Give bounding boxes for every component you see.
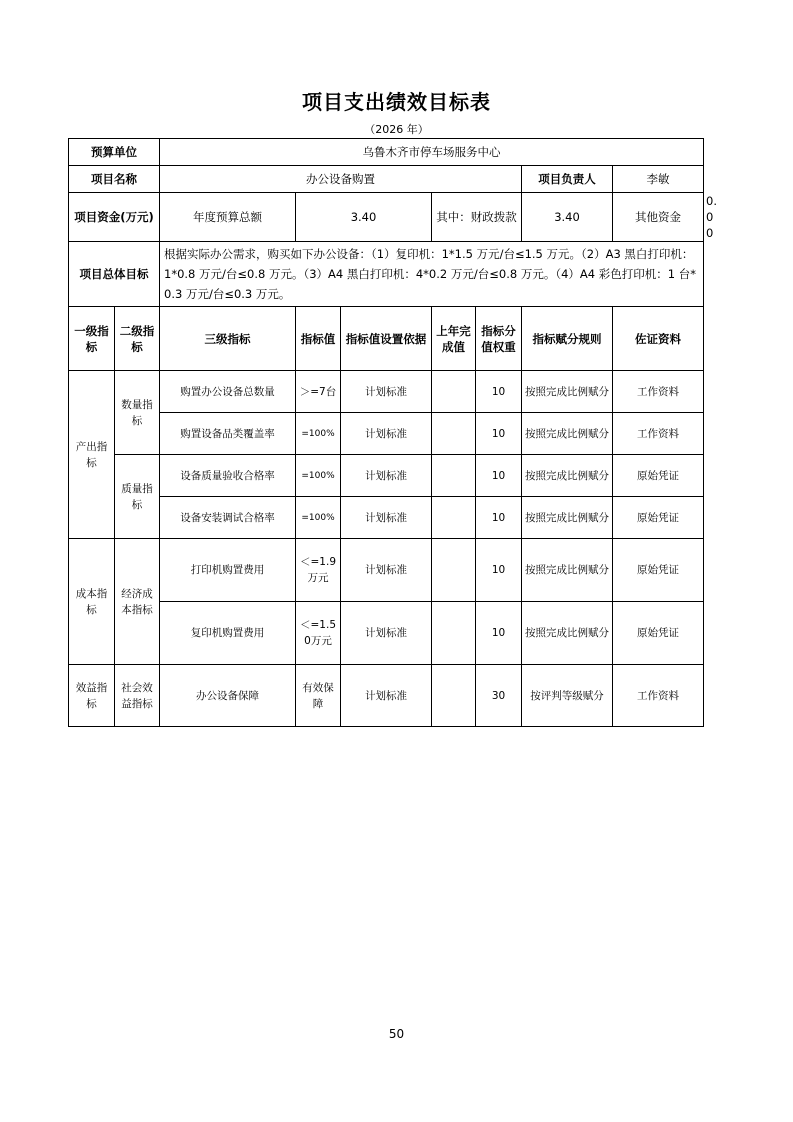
indicator-weight: 10 — [476, 371, 522, 413]
header-last-year: 上年完成值 — [432, 307, 476, 371]
group-economic-cost: 经济成本指标 — [115, 539, 160, 665]
other-funds-label: 其他资金 — [613, 193, 704, 242]
indicator-weight: 10 — [476, 497, 522, 539]
indicator-rule: 按照完成比例赋分 — [522, 455, 613, 497]
table-row — [69, 497, 704, 539]
indicator-last-year — [432, 455, 476, 497]
group-quantity: 数量指标 — [115, 371, 160, 455]
indicator-last-year — [432, 539, 476, 602]
header-level2: 二级指标 — [115, 307, 160, 371]
indicator-rule: 按照完成比例赋分 — [522, 602, 613, 665]
header-level3: 三级指标 — [160, 307, 296, 371]
indicator-name: 购置设备品类覆盖率 — [160, 413, 296, 455]
indicator-basis: 计划标准 — [341, 413, 432, 455]
table-row — [69, 455, 704, 497]
project-leader-value: 李敏 — [613, 166, 704, 193]
group-social-benefit: 社会效益指标 — [115, 665, 160, 727]
indicator-evidence: 工作资料 — [613, 413, 704, 455]
indicator-name: 购置办公设备总数量 — [160, 371, 296, 413]
indicator-rule: 按照完成比例赋分 — [522, 497, 613, 539]
indicator-basis: 计划标准 — [341, 539, 432, 602]
fiscal-allocation-label: 其中：财政拨款 — [432, 193, 522, 242]
indicator-value: ＜=1.9万元 — [296, 539, 341, 602]
header-rule: 指标赋分规则 — [522, 307, 613, 371]
indicator-basis: 计划标准 — [341, 371, 432, 413]
header-evidence: 佐证资料 — [613, 307, 704, 371]
header-basis: 指标值设置依据 — [341, 307, 432, 371]
indicator-value: =100% — [296, 497, 341, 539]
overall-goal-label: 项目总体目标 — [69, 242, 160, 307]
page-number: 50 — [388, 1027, 405, 1041]
table-row — [69, 413, 704, 455]
indicator-evidence: 原始凭证 — [613, 455, 704, 497]
indicator-weight: 10 — [476, 602, 522, 665]
annual-budget-value: 3.40 — [296, 193, 432, 242]
header-weight: 指标分值权重 — [476, 307, 522, 371]
performance-table — [68, 138, 718, 727]
indicator-value: =100% — [296, 455, 341, 497]
indicator-last-year — [432, 497, 476, 539]
indicator-last-year — [432, 371, 476, 413]
header-row — [69, 307, 704, 371]
indicator-rule: 按评判等级赋分 — [522, 665, 613, 727]
indicator-weight: 10 — [476, 539, 522, 602]
indicator-name: 办公设备保障 — [160, 665, 296, 727]
indicator-rule: 按照完成比例赋分 — [522, 413, 613, 455]
indicator-weight: 10 — [476, 413, 522, 455]
table-row — [69, 665, 704, 727]
indicator-rule: 按照完成比例赋分 — [522, 371, 613, 413]
overall-goal-row — [69, 242, 704, 307]
indicator-last-year — [432, 602, 476, 665]
indicator-evidence: 工作资料 — [613, 665, 704, 727]
group-output: 产出指标 — [69, 371, 115, 539]
indicator-evidence: 原始凭证 — [613, 539, 704, 602]
fiscal-allocation-value: 3.40 — [522, 193, 613, 242]
indicator-value: ＜=1.50万元 — [296, 602, 341, 665]
project-name-value: 办公设备购置 — [160, 166, 522, 193]
document-year: （2026 年） — [364, 123, 429, 136]
budget-unit-label: 预算单位 — [69, 139, 160, 166]
table-row — [69, 539, 704, 602]
table-row — [69, 371, 704, 413]
overall-goal-text: 根据实际办公需求，购买如下办公设备：（1）复印机：1*1.5 万元/台≤1.5 万元。（2）A3 黑白打印机：1*0.8 万元/台≤0.8 万元。（3）A4 黑白打印机：4*0.2 万元/台≤0.8 万元。（4）A4 彩色打印机：1 台*0.3 万元/台≤0.3 万元。 — [160, 242, 704, 307]
budget-unit-row — [69, 139, 704, 166]
indicator-basis: 计划标准 — [341, 665, 432, 727]
indicator-basis: 计划标准 — [341, 455, 432, 497]
indicator-weight: 30 — [476, 665, 522, 727]
indicator-last-year — [432, 413, 476, 455]
budget-unit-value: 乌鲁木齐市停车场服务中心 — [160, 139, 704, 166]
header-level1: 一级指标 — [69, 307, 115, 371]
indicator-basis: 计划标准 — [341, 602, 432, 665]
project-name-row — [69, 166, 704, 193]
group-cost: 成本指标 — [69, 539, 115, 665]
indicator-name: 设备质量验收合格率 — [160, 455, 296, 497]
indicator-value: 有效保障 — [296, 665, 341, 727]
indicator-rule: 按照完成比例赋分 — [522, 539, 613, 602]
indicator-evidence: 工作资料 — [613, 371, 704, 413]
table-row — [69, 602, 704, 665]
indicator-value: =100% — [296, 413, 341, 455]
document-title: 项目支出绩效目标表 — [302, 90, 491, 114]
indicator-evidence: 原始凭证 — [613, 602, 704, 665]
indicator-name: 设备安装调试合格率 — [160, 497, 296, 539]
indicator-name: 打印机购置费用 — [160, 539, 296, 602]
indicator-basis: 计划标准 — [341, 497, 432, 539]
project-fund-label: 项目资金(万元) — [69, 193, 160, 242]
group-benefit: 效益指标 — [69, 665, 115, 727]
indicator-weight: 10 — [476, 455, 522, 497]
header-value: 指标值 — [296, 307, 341, 371]
indicator-evidence: 原始凭证 — [613, 497, 704, 539]
indicator-value: ＞=7台 — [296, 371, 341, 413]
group-quality: 质量指标 — [115, 455, 160, 539]
annual-budget-label: 年度预算总额 — [160, 193, 296, 242]
project-name-label: 项目名称 — [69, 166, 160, 193]
project-leader-label: 项目负责人 — [522, 166, 613, 193]
project-fund-row: 项目资金(万元) 年度预算总额 3.40 其中：财政拨款 3.40 其他资金 0.00 — [69, 193, 704, 242]
indicator-name: 复印机购置费用 — [160, 602, 296, 665]
indicator-last-year — [432, 665, 476, 727]
